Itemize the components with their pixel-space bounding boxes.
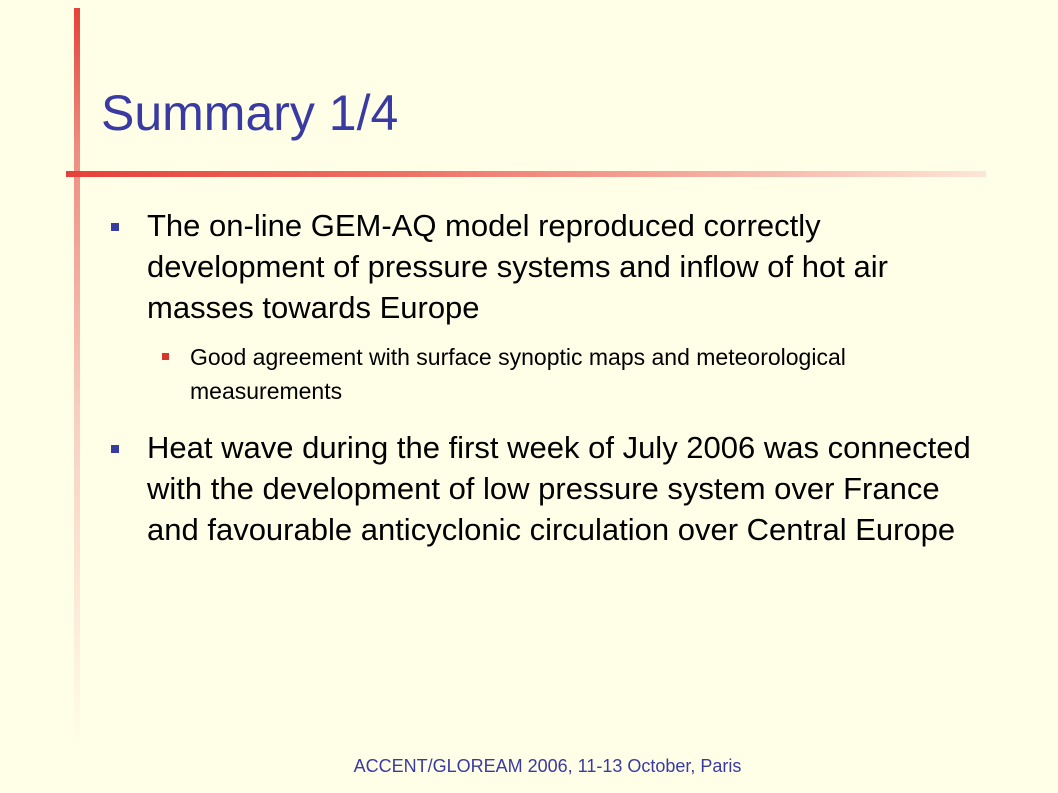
bullet-square-icon: [111, 223, 119, 231]
slide-footer: ACCENT/GLOREAM 2006, 11-13 October, Paris: [353, 756, 742, 776]
bullet-item-2: [147, 427, 977, 550]
bullet-text: Heat wave during the first week of July 2006 was connected with the development of low pressure system over France and favourable anticyclonic circulation over Central Europe: [147, 430, 971, 547]
horizontal-accent-bar: [66, 171, 986, 177]
bullet-square-icon: [111, 445, 119, 453]
slide-title: Summary 1/4: [101, 85, 399, 141]
sub-bullet-text: Good agreement with surface synoptic maps and meteorological measurements: [190, 344, 846, 404]
bullet-text: The on-line GEM-AQ model reproduced correctly development of pressure systems and inflow of hot air masses towards Europe: [147, 208, 888, 325]
sub-bullet-item-1: [190, 340, 950, 408]
bullet-item-1: [147, 205, 977, 328]
sub-bullet-square-icon: [162, 353, 169, 360]
vertical-accent-bar: [74, 8, 80, 753]
